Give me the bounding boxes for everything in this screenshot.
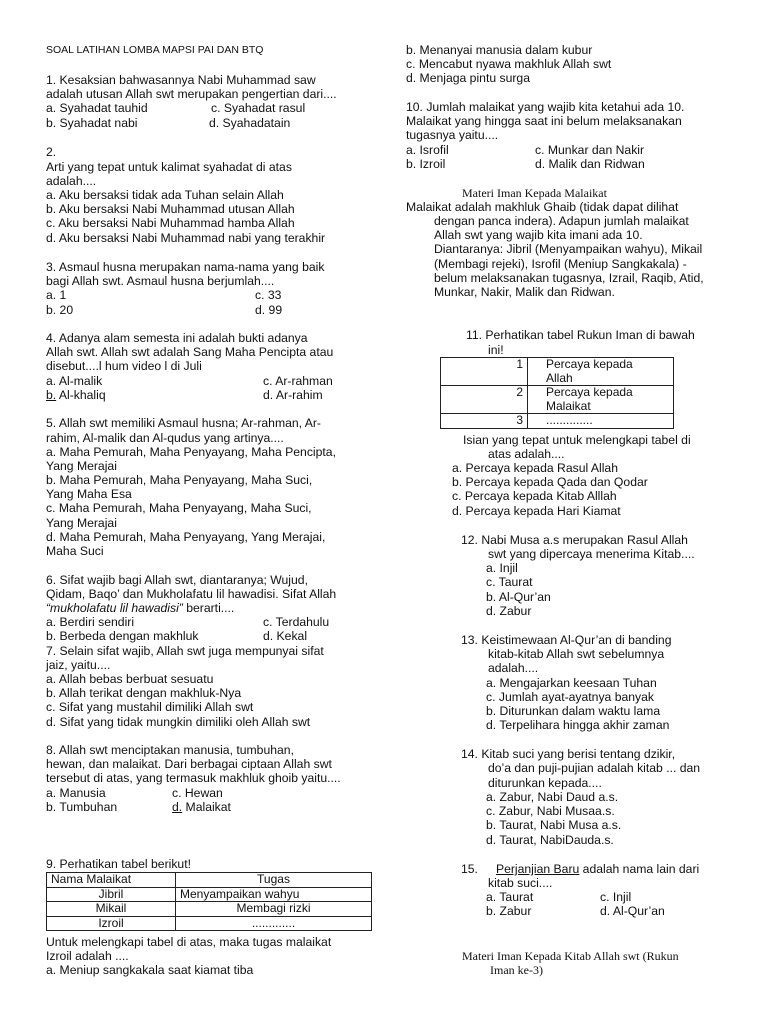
q5-option-c1: c. Maha Pemurah, Maha Penyayang, Maha Suci, bbox=[46, 501, 312, 515]
q15-option-d: d. Al-Qur’an bbox=[600, 904, 665, 918]
q4-line2: Allah swt. Allah swt adalah Sang Maha Pencipta atau bbox=[46, 345, 334, 359]
q13-line2: kitab-kitab Allah swt sebelumnya bbox=[488, 647, 665, 661]
q9-cell-name: Jibril bbox=[47, 887, 176, 902]
q15-line2: kitab suci.... bbox=[488, 876, 553, 890]
q10-line2: Malaikat yang hingga saat ini belum melaksanakan bbox=[406, 114, 682, 128]
q11-cell-text: .............. bbox=[528, 414, 674, 429]
q3-option-b: b. 20 bbox=[46, 303, 74, 317]
q8-option-d-letter: d. bbox=[172, 800, 183, 814]
q5-option-b2: Yang Maha Esa bbox=[46, 487, 132, 501]
q9-cell-task: Menyampaikan wahyu bbox=[176, 887, 372, 902]
q7-line2: jaiz, yaitu.... bbox=[46, 658, 111, 672]
q13-option-d: d. Terpelihara hingga akhir zaman bbox=[486, 718, 670, 732]
q5-option-b1: b. Maha Pemurah, Maha Penyayang, Maha Suci, bbox=[46, 473, 313, 487]
q6-option-d: d. Kekal bbox=[263, 629, 308, 643]
materi-malaikat-line6: belum melaksanakan tugasnya, Izrail, Raqib, Atid, bbox=[434, 271, 704, 285]
q9-option-b: b. Menanyai manusia dalam kubur bbox=[406, 43, 593, 57]
q2-line1: Arti yang tepat untuk kalimat syahadat di atas bbox=[46, 160, 292, 174]
q12-line2: swt yang dipercaya menerima Kitab.... bbox=[488, 547, 695, 561]
q5-option-c2: Yang Merajai bbox=[46, 516, 117, 530]
q6-line2: Qidam, Baqo’ dan Mukholafatu lil hawadisi. Sifat Allah bbox=[46, 587, 337, 601]
table-row bbox=[441, 414, 674, 429]
q8-option-a: a. Manusia bbox=[46, 786, 106, 800]
q4-line3: disebut....l hum video l di Juli bbox=[46, 359, 202, 373]
q11-after2: atas adalah.... bbox=[488, 447, 565, 461]
q5-option-a1: a. Maha Pemurah, Maha Penyayang, Maha Pencipta, bbox=[46, 445, 336, 459]
materi-malaikat-heading: Materi Iman Kepada Malaikat bbox=[462, 186, 607, 200]
q9-option-a: a. Meniup sangkakala saat kiamat tiba bbox=[46, 963, 254, 977]
materi-malaikat-line3: Allah swt yang wajib kita imani ada 10. bbox=[434, 228, 643, 242]
q9-table bbox=[46, 872, 372, 931]
q7-option-d: d. Sifat yang tidak mungkin dimiliki oleh Allah swt bbox=[46, 715, 311, 729]
q2-option-d: d. Aku bersaksi Nabi Muhammad nabi yang terakhir bbox=[46, 231, 326, 245]
q7-option-a: a. Allah bebas berbuat sesuatu bbox=[46, 672, 214, 686]
q11-cell-line1: Percaya kepada bbox=[546, 385, 633, 399]
q11-cell-num: 1 bbox=[441, 358, 528, 386]
q9-cell-task: ............. bbox=[176, 916, 372, 931]
q12-option-d: d. Zabur bbox=[486, 604, 532, 618]
q15-option-c: c. Injil bbox=[600, 890, 632, 904]
q11-line2: ini! bbox=[488, 343, 504, 357]
materi-malaikat-line5: (Membagi rejeki), Isrofil (Meniup Sangkakala) - bbox=[434, 257, 687, 271]
q6-line1: 6. Sifat wajib bagi Allah swt, diantaranya; Wujud, bbox=[46, 573, 308, 587]
q5-line2: rahim, Al-malik dan Al-qudus yang artinya.... bbox=[46, 431, 284, 445]
q1-option-b: b. Syahadat nabi bbox=[46, 116, 138, 130]
q2-number: 2. bbox=[46, 145, 57, 159]
q14-option-c: c. Zabur, Nabi Musaa.s. bbox=[486, 804, 615, 818]
q10-option-d: d. Malik dan Ridwan bbox=[535, 157, 645, 171]
q6-option-c: c. Terdahulu bbox=[263, 615, 330, 629]
q4-option-d: d. Ar-rahim bbox=[263, 388, 323, 402]
q9-cell-name: Mikail bbox=[47, 902, 176, 917]
q3-option-c: c. 33 bbox=[255, 288, 282, 302]
materi-malaikat-line2: dengan panca indera). Adapun jumlah malaikat bbox=[434, 214, 689, 228]
q3-line1: 3. Asmaul husna merupakan nama-nama yang baik bbox=[46, 260, 325, 274]
q4-line1: 4. Adanya alam semesta ini adalah bukti adanya bbox=[46, 331, 308, 345]
q9-after1: Untuk melengkapi tabel di atas, maka tugas malaikat bbox=[46, 935, 332, 949]
q11-option-c: c. Percaya kepada Kitab Alllah bbox=[452, 489, 617, 503]
q4-option-c: c. Ar-rahman bbox=[263, 374, 333, 388]
q6-line3 bbox=[46, 601, 234, 616]
q7-line1: 7. Selain sifat wajib, Allah swt juga mempunyai sifat bbox=[46, 644, 324, 658]
q6-term: “mukholafatu lil hawadisi” bbox=[46, 601, 183, 615]
q9-option-c: c. Mencabut nyawa makhluk Allah swt bbox=[406, 57, 612, 71]
q13-line1: 13. Keistimewaan Al-Qur’an di banding bbox=[461, 633, 672, 647]
q13-line3: adalah.... bbox=[488, 661, 539, 675]
q5-option-d2: Maha Suci bbox=[46, 544, 104, 558]
q1-option-c: c. Syahadat rasul bbox=[211, 101, 306, 115]
q9-header-name: Nama Malaikat bbox=[47, 873, 176, 888]
q14-option-b: b. Taurat, Nabi Musa a.s. bbox=[486, 818, 622, 832]
q14-option-d: d. Taurat, NabiDauda.s. bbox=[486, 833, 614, 847]
q11-cell-line1: Percaya kepada bbox=[546, 357, 633, 371]
q3-option-d: d. 99 bbox=[255, 303, 283, 317]
table-row bbox=[47, 916, 372, 931]
q15-option-a: a. Taurat bbox=[486, 890, 534, 904]
q9-table-header bbox=[47, 873, 372, 888]
q11-cell-line2: Malaikat bbox=[546, 398, 591, 413]
q11-cell-text bbox=[528, 358, 674, 386]
q5-option-a2: Yang Merajai bbox=[46, 459, 117, 473]
table-row bbox=[441, 386, 674, 414]
table-row bbox=[441, 358, 674, 386]
materi-kitab-line1: Materi Iman Kepada Kitab Allah swt (Rukun bbox=[462, 949, 679, 963]
q1-line1: 1. Kesaksian bahwasannya Nabi Muhammad saw bbox=[46, 73, 316, 87]
q10-option-c: c. Munkar dan Nakir bbox=[535, 143, 645, 157]
q15-number: 15. bbox=[461, 862, 478, 876]
q4-option-a: a. Al-malik bbox=[46, 374, 103, 388]
q12-option-b: b. Al-Qur’an bbox=[486, 590, 551, 604]
q14-option-a: a. Zabur, Nabi Daud a.s. bbox=[486, 790, 619, 804]
page-title: SOAL LATIHAN LOMBA MAPSI PAI DAN BTQ bbox=[46, 44, 264, 56]
q10-line1: 10. Jumlah malaikat yang wajib kita ketahui ada 10. bbox=[406, 100, 685, 114]
q2-line2: adalah.... bbox=[46, 174, 97, 188]
materi-malaikat-line4: Diantaranya: Jibril (Menyampaikan wahyu), Mikail bbox=[434, 242, 703, 256]
materi-malaikat-line7: Munkar, Nakir, Malik dan Ridwan. bbox=[434, 285, 615, 299]
q7-option-b: b. Allah terikat dengan makhluk-Nya bbox=[46, 686, 242, 700]
q12-option-a: a. Injil bbox=[486, 561, 518, 575]
q15-term: Perjanjian Baru bbox=[495, 862, 580, 876]
q9-cell-task: Membagi rizki bbox=[176, 902, 372, 917]
q12-option-c: c. Taurat bbox=[486, 575, 533, 589]
q9-line1: 9. Perhatikan tabel berikut! bbox=[46, 857, 191, 871]
q8-line3: tersebut di atas, yang termasuk makhluk ghoib yaitu.... bbox=[46, 771, 341, 785]
materi-kitab-line2: Iman ke-3) bbox=[490, 963, 543, 977]
q1-line2: adalah utusan Allah swt merupakan pengertian dari.... bbox=[46, 87, 337, 101]
q11-line1: 11. Perhatikan tabel Rukun Iman di bawah bbox=[466, 328, 695, 342]
q8-line2: hewan, dan malaikat. Dari berbagai ciptaan Allah swt bbox=[46, 757, 332, 771]
q13-option-c: c. Jumlah ayat-ayatnya banyak bbox=[486, 690, 655, 704]
q9-cell-name: Izroil bbox=[47, 916, 176, 931]
q4-option-b-text: Al-khaliq bbox=[56, 388, 106, 402]
q3-line2: bagi Allah swt. Asmaul husna berjumlah.... bbox=[46, 274, 275, 288]
table-row bbox=[47, 887, 372, 902]
q2-option-b: b. Aku bersaksi Nabi Muhammad utusan Allah bbox=[46, 202, 295, 216]
q10-line3: tugasnya yaitu.... bbox=[406, 128, 499, 142]
q1-option-a: a. Syahadat tauhid bbox=[46, 101, 148, 115]
q15-line1-rest: adalah nama lain dari bbox=[579, 862, 700, 876]
q15-option-b: b. Zabur bbox=[486, 904, 532, 918]
q2-option-a: a. Aku bersaksi tidak ada Tuhan selain Allah bbox=[46, 188, 284, 202]
q8-line1: 8. Allah swt menciptakan manusia, tumbuhan, bbox=[46, 743, 294, 757]
q3-option-a: a. 1 bbox=[46, 288, 67, 302]
q9-after2: Izroil adalah .... bbox=[46, 949, 129, 963]
q11-table bbox=[440, 357, 674, 429]
q6-line3-rest: berarti.... bbox=[182, 601, 235, 615]
q5-line1: 5. Allah swt memiliki Asmaul husna; Ar-rahman, Ar- bbox=[46, 416, 321, 430]
q4-option-b bbox=[46, 388, 106, 403]
q8-option-d bbox=[172, 800, 231, 815]
q11-cell-num: 2 bbox=[441, 386, 528, 414]
q15-line1 bbox=[461, 862, 699, 877]
q1-option-d: d. Syahadatain bbox=[209, 116, 291, 130]
q12-line1: 12. Nabi Musa a.s merupakan Rasul Allah bbox=[461, 533, 688, 547]
q6-option-a: a. Berdiri sendiri bbox=[46, 615, 135, 629]
q11-cell-num: 3 bbox=[441, 414, 528, 429]
q11-option-b: b. Percaya kepada Qada dan Qodar bbox=[452, 475, 648, 489]
q7-option-c: c. Sifat yang mustahil dimiliki Allah swt bbox=[46, 700, 254, 714]
q5-option-d1: d. Maha Pemurah, Maha Penyayang, Yang Merajai, bbox=[46, 530, 326, 544]
q11-option-a: a. Percaya kepada Rasul Allah bbox=[452, 461, 618, 475]
q2-option-c: c. Aku bersaksi Nabi Muhammad hamba Allah bbox=[46, 216, 295, 230]
q10-option-b: b. Izroil bbox=[406, 157, 446, 171]
q11-cell-text bbox=[528, 386, 674, 414]
q11-option-d: d. Percaya kepada Hari Kiamat bbox=[452, 504, 621, 518]
materi-malaikat-line1: Malaikat adalah makhluk Ghaib (tidak dapat dilihat bbox=[406, 200, 679, 214]
q14-line3: diturunkan kepada.... bbox=[488, 776, 602, 790]
q11-after1: Isian yang tepat untuk melengkapi tabel di bbox=[463, 433, 691, 447]
q11-cell-line2: Allah bbox=[546, 370, 573, 385]
q8-option-d-text: Malaikat bbox=[182, 800, 231, 814]
table-row bbox=[47, 902, 372, 917]
q13-option-a: a. Mengajarkan keesaan Tuhan bbox=[486, 676, 657, 690]
q8-option-c: c. Hewan bbox=[172, 786, 223, 800]
q14-line2: do’a dan puji-pujian adalah kitab ... dan bbox=[488, 761, 701, 775]
q6-option-b: b. Berbeda dengan makhluk bbox=[46, 629, 199, 643]
q9-header-task: Tugas bbox=[176, 873, 372, 888]
q13-option-b: b. Diturunkan dalam waktu lama bbox=[486, 704, 661, 718]
q10-option-a: a. Isrofil bbox=[406, 143, 449, 157]
q14-line1: 14. Kitab suci yang berisi tentang dzikir, bbox=[461, 747, 676, 761]
q8-option-b: b. Tumbuhan bbox=[46, 800, 118, 814]
q4-option-b-letter: b. bbox=[46, 388, 57, 402]
q9-option-d: d. Menjaga pintu surga bbox=[406, 71, 530, 85]
